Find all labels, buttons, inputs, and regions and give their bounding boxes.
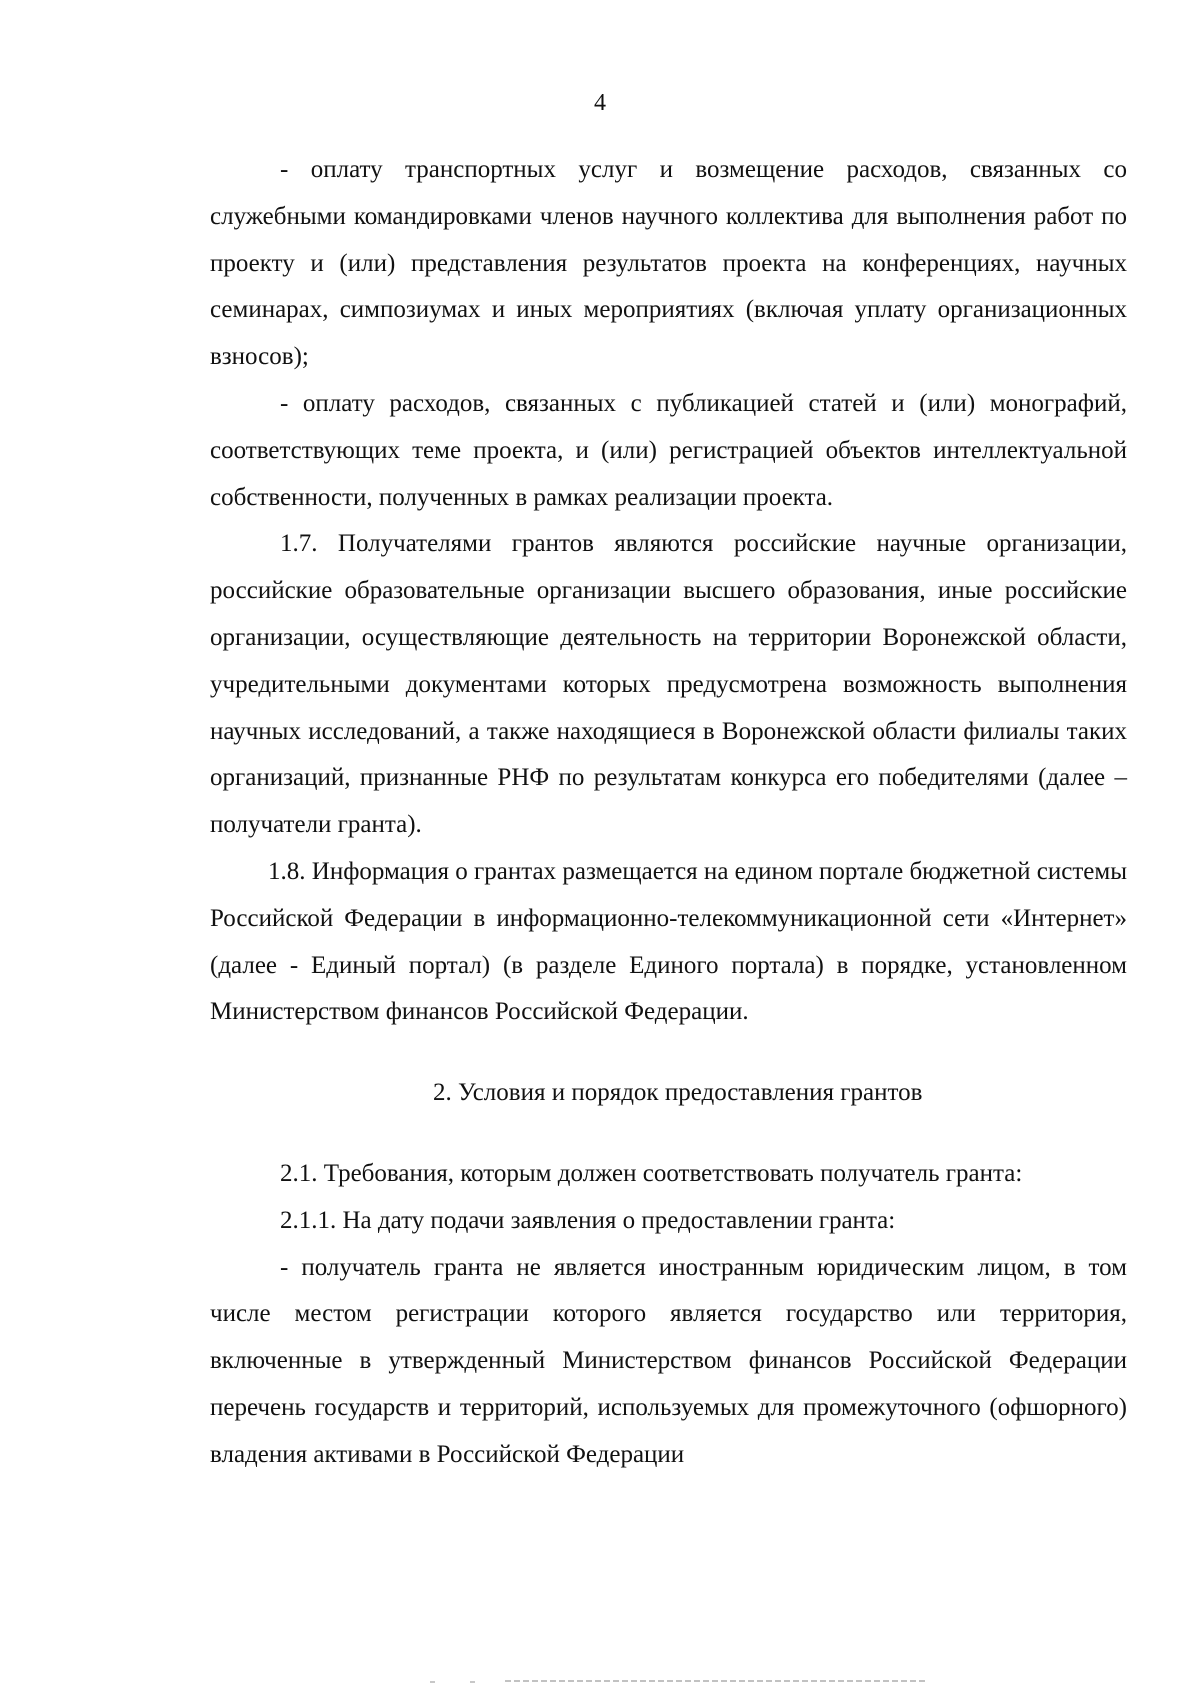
paragraph-2-1-requirements: 2.1. Требования, которым должен соответствовать получатель гранта: — [280, 1159, 1023, 1187]
paragraph-not-foreign-entity: - получатель гранта не является иностранным юридическим лицом, в том числе местом регистрации которого является государство или территория, включенные в утвержденный Министерством финансов Российской Федерации перечень государств и территорий, используемых для промежуточного (офшорного) владения активами в Российской Федерации — [210, 1253, 1127, 1468]
paragraph-1-7-grant-recipients: 1.7. Получателями грантов являются российские научные организации, российские образовательные организации высшего образования, иные российские организации, осуществляющие деятельность на территории Воронежской области, учредительными документами которых предусмотрена возможность выполнения научных исследований, а также находящиеся в Воронежской области филиалы таких организаций, признанные РНФ по результатам конкурса его победителями (далее – получатели гранта). — [210, 530, 1127, 839]
paragraph-1-8-grant-information: 1.8. Информация о грантах размещается на едином портале бюджетной системы Российской Федерации в информационно-телекоммуникационной сети «Интернет» (далее - Единый портал) (в разделе Единого портала) в порядке, установленном Министерством финансов Российской Федерации. — [210, 857, 1127, 1026]
paragraph-transport-expenses: - оплату транспортных услуг и возмещение расходов, связанных со служебными командировками членов научного коллектива для выполнения работ по проекту и (или) представления результатов проекта на конференциях, научных семинарах, симпозиумах и иных мероприятиях (включая уплату организационных взносов); — [210, 156, 1127, 371]
scan-artifact-line — [505, 1680, 925, 1682]
scan-artifact-dot — [430, 1681, 435, 1683]
paragraph-2-1-1-application-date: 2.1.1. На дату подачи заявления о предоставлении гранта: — [280, 1206, 896, 1234]
section-heading-wrapper — [210, 1070, 1127, 1117]
page-number: 4 — [594, 90, 606, 116]
scan-artifact-dot — [470, 1681, 475, 1683]
document-body — [210, 147, 1127, 1479]
section-heading: 2. Условия и порядок предоставления грантов — [433, 1079, 923, 1107]
paragraph-publication-expenses: - оплату расходов, связанных с публикацией статей и (или) монографий, соответствующих теме проекта, и (или) регистрацией объектов интеллектуальной собственности, полученных в рамках реализации проекта. — [210, 389, 1127, 511]
